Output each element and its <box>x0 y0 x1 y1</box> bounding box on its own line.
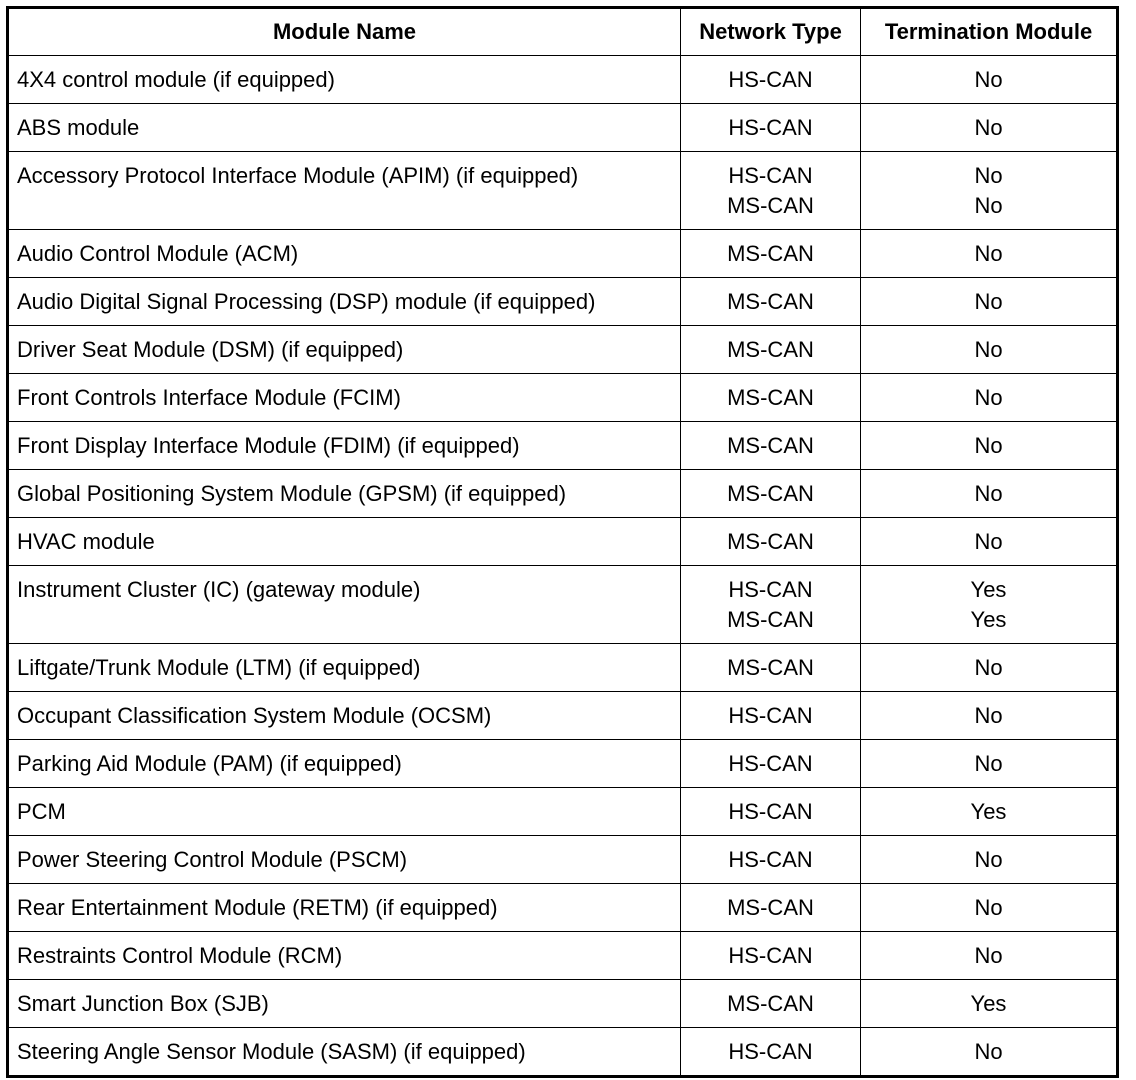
termination-value: Yes <box>970 607 1007 632</box>
termination-value: No <box>974 895 1003 920</box>
network-type-cell <box>681 422 861 470</box>
network-type-value: HS-CAN <box>728 751 813 776</box>
table-row <box>8 740 1118 788</box>
termination-module-cell <box>861 326 1118 374</box>
network-type-value: HS-CAN <box>728 847 813 872</box>
network-type-cell <box>681 104 861 152</box>
network-type-value: MS-CAN <box>727 655 814 680</box>
network-type-value: MS-CAN <box>727 193 814 218</box>
network-type-cell <box>681 836 861 884</box>
network-type-cell <box>681 326 861 374</box>
termination-value: No <box>974 289 1003 314</box>
termination-module-cell <box>861 1028 1118 1077</box>
termination-value: No <box>974 163 1003 188</box>
termination-value: No <box>974 115 1003 140</box>
termination-module-cell <box>861 788 1118 836</box>
module-name-cell: Steering Angle Sensor Module (SASM) (if equipped) <box>8 1028 681 1077</box>
module-name-cell: 4X4 control module (if equipped) <box>8 56 681 104</box>
network-type-value: HS-CAN <box>728 703 813 728</box>
termination-value: Yes <box>970 991 1007 1016</box>
network-type-value: MS-CAN <box>727 991 814 1016</box>
module-name-cell: Audio Digital Signal Processing (DSP) module (if equipped) <box>8 278 681 326</box>
module-name-cell: HVAC module <box>8 518 681 566</box>
network-type-cell <box>681 788 861 836</box>
module-name-cell: Restraints Control Module (RCM) <box>8 932 681 980</box>
network-type-cell <box>681 884 861 932</box>
termination-value: No <box>974 337 1003 362</box>
network-type-value: HS-CAN <box>728 799 813 824</box>
module-name-cell: Global Positioning System Module (GPSM) (if equipped) <box>8 470 681 518</box>
table-row <box>8 422 1118 470</box>
network-type-cell <box>681 644 861 692</box>
network-type-value: MS-CAN <box>727 481 814 506</box>
termination-value: No <box>974 385 1003 410</box>
header-termination-module: Termination Module <box>861 8 1118 56</box>
network-type-cell <box>681 152 861 230</box>
network-type-cell <box>681 374 861 422</box>
termination-value: No <box>974 481 1003 506</box>
header-network-type: Network Type <box>681 8 861 56</box>
table-row <box>8 470 1118 518</box>
network-type-value: MS-CAN <box>727 337 814 362</box>
network-type-value: HS-CAN <box>728 577 813 602</box>
termination-module-cell <box>861 470 1118 518</box>
network-type-cell <box>681 278 861 326</box>
termination-module-cell <box>861 56 1118 104</box>
termination-value: No <box>974 67 1003 92</box>
termination-value: No <box>974 655 1003 680</box>
network-type-cell <box>681 1028 861 1077</box>
table-row <box>8 374 1118 422</box>
network-type-value: HS-CAN <box>728 115 813 140</box>
network-type-value: MS-CAN <box>727 433 814 458</box>
network-type-value: HS-CAN <box>728 67 813 92</box>
module-name-cell: Power Steering Control Module (PSCM) <box>8 836 681 884</box>
module-name-cell: Occupant Classification System Module (OCSM) <box>8 692 681 740</box>
network-type-cell <box>681 56 861 104</box>
table-row <box>8 230 1118 278</box>
termination-value: Yes <box>970 799 1007 824</box>
termination-value: No <box>974 241 1003 266</box>
network-type-value: MS-CAN <box>727 289 814 314</box>
termination-value: No <box>974 943 1003 968</box>
termination-module-cell <box>861 278 1118 326</box>
module-name-cell: Front Controls Interface Module (FCIM) <box>8 374 681 422</box>
network-type-value: MS-CAN <box>727 529 814 554</box>
table-row <box>8 152 1118 230</box>
network-type-value: HS-CAN <box>728 943 813 968</box>
termination-value: No <box>974 703 1003 728</box>
termination-module-cell <box>861 932 1118 980</box>
network-type-cell <box>681 692 861 740</box>
network-type-value: MS-CAN <box>727 385 814 410</box>
module-name-cell: PCM <box>8 788 681 836</box>
termination-module-cell <box>861 152 1118 230</box>
termination-value: No <box>974 193 1003 218</box>
module-name-cell: Audio Control Module (ACM) <box>8 230 681 278</box>
module-name-cell: Rear Entertainment Module (RETM) (if equipped) <box>8 884 681 932</box>
termination-module-cell <box>861 422 1118 470</box>
module-name-cell: Driver Seat Module (DSM) (if equipped) <box>8 326 681 374</box>
table-header-row <box>8 8 1118 56</box>
network-type-value: MS-CAN <box>727 895 814 920</box>
module-network-table <box>6 6 1119 1078</box>
table-row <box>8 644 1118 692</box>
termination-module-cell <box>861 884 1118 932</box>
termination-module-cell <box>861 836 1118 884</box>
termination-value: No <box>974 529 1003 554</box>
network-type-cell <box>681 518 861 566</box>
table-body <box>8 56 1118 1077</box>
termination-module-cell <box>861 566 1118 644</box>
termination-module-cell <box>861 104 1118 152</box>
module-name-cell: Front Display Interface Module (FDIM) (if equipped) <box>8 422 681 470</box>
module-name-cell: Liftgate/Trunk Module (LTM) (if equipped) <box>8 644 681 692</box>
termination-value: Yes <box>970 577 1007 602</box>
termination-value: No <box>974 433 1003 458</box>
table-row <box>8 692 1118 740</box>
module-name-cell: Instrument Cluster (IC) (gateway module) <box>8 566 681 644</box>
network-type-cell <box>681 740 861 788</box>
header-module-name: Module Name <box>8 8 681 56</box>
network-type-value: MS-CAN <box>727 607 814 632</box>
module-name-cell: Parking Aid Module (PAM) (if equipped) <box>8 740 681 788</box>
module-name-cell: Accessory Protocol Interface Module (APIM) (if equipped) <box>8 152 681 230</box>
table-row <box>8 836 1118 884</box>
table-row <box>8 326 1118 374</box>
termination-module-cell <box>861 980 1118 1028</box>
module-network-table-container <box>6 6 1116 1078</box>
network-type-cell <box>681 230 861 278</box>
termination-value: No <box>974 1039 1003 1064</box>
table-row <box>8 1028 1118 1077</box>
module-name-cell: Smart Junction Box (SJB) <box>8 980 681 1028</box>
termination-module-cell <box>861 644 1118 692</box>
termination-module-cell <box>861 692 1118 740</box>
termination-value: No <box>974 751 1003 776</box>
module-name-cell: ABS module <box>8 104 681 152</box>
table-row <box>8 566 1118 644</box>
table-row <box>8 884 1118 932</box>
table-row <box>8 104 1118 152</box>
table-row <box>8 980 1118 1028</box>
table-row <box>8 56 1118 104</box>
termination-module-cell <box>861 740 1118 788</box>
network-type-cell <box>681 980 861 1028</box>
network-type-cell <box>681 470 861 518</box>
network-type-cell <box>681 932 861 980</box>
table-row <box>8 788 1118 836</box>
network-type-cell <box>681 566 861 644</box>
table-row <box>8 278 1118 326</box>
termination-module-cell <box>861 374 1118 422</box>
termination-module-cell <box>861 230 1118 278</box>
table-row <box>8 932 1118 980</box>
table-row <box>8 518 1118 566</box>
termination-module-cell <box>861 518 1118 566</box>
termination-value: No <box>974 847 1003 872</box>
network-type-value: HS-CAN <box>728 163 813 188</box>
network-type-value: MS-CAN <box>727 241 814 266</box>
network-type-value: HS-CAN <box>728 1039 813 1064</box>
